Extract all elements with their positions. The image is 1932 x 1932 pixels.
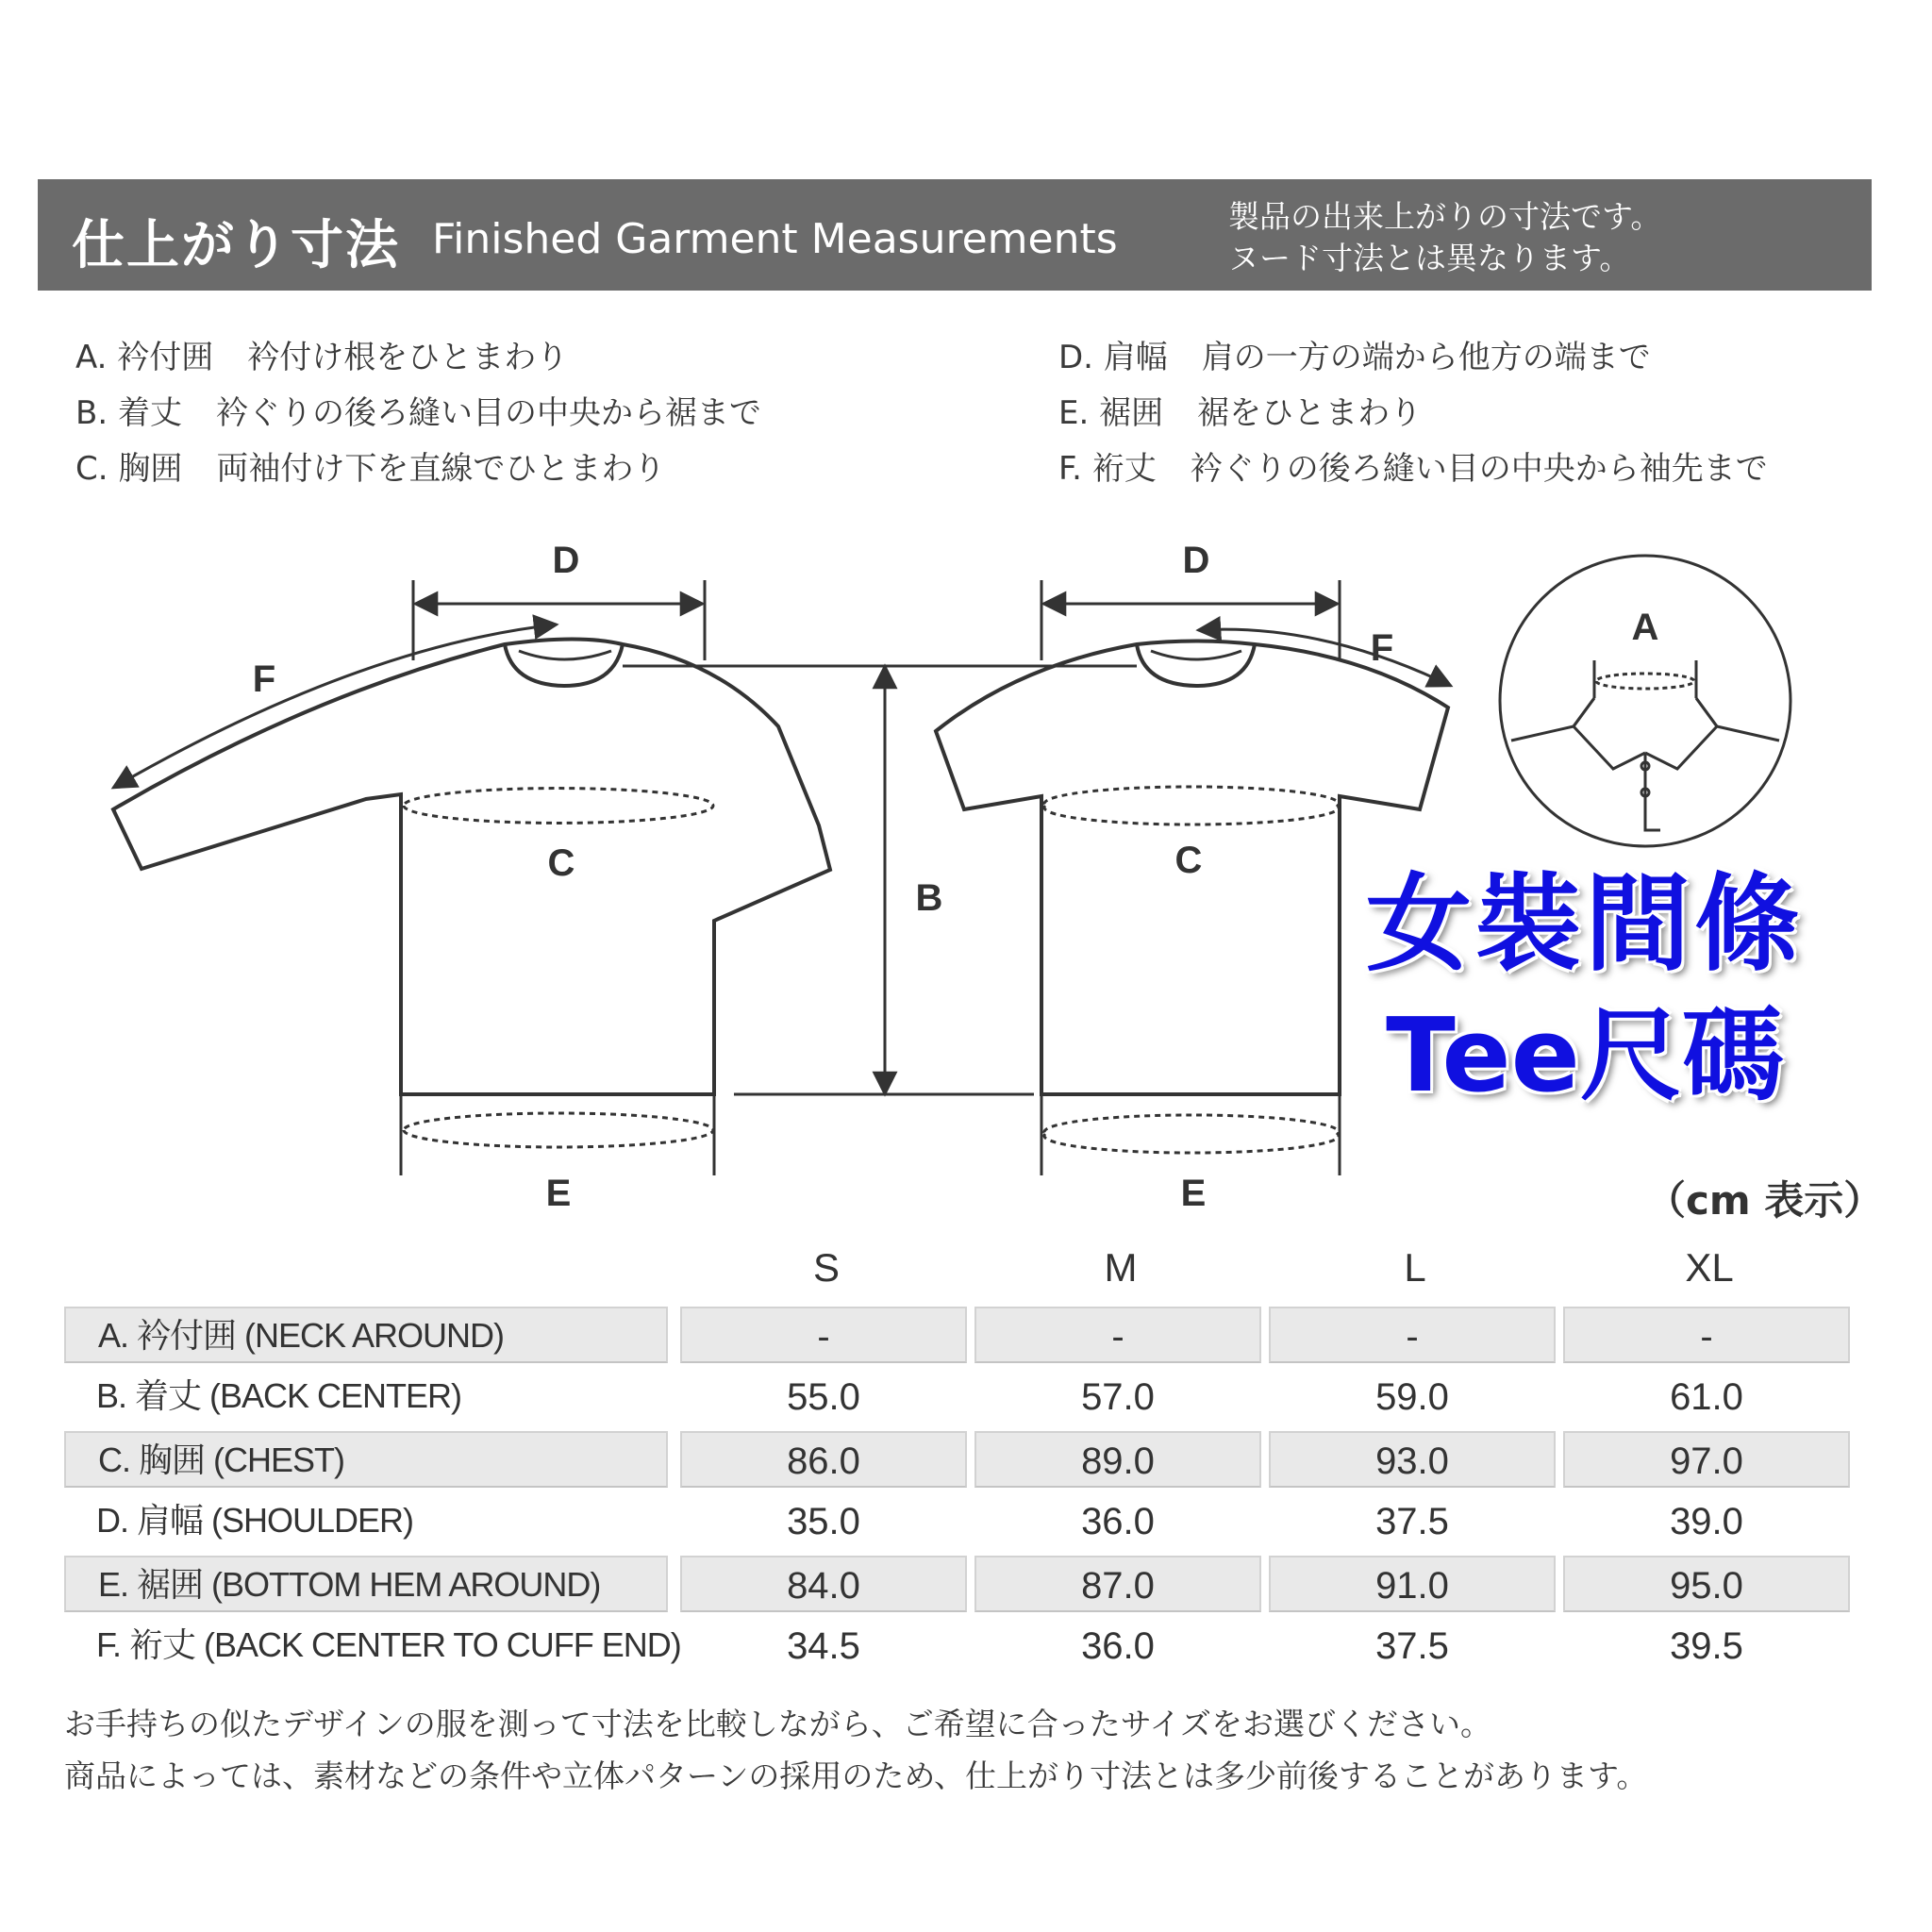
unit-label: （cm 表示） xyxy=(1646,1177,1884,1224)
table-row-sleeve xyxy=(64,1618,1857,1674)
row-label: D. 肩幅 (SHOULDER) xyxy=(96,1501,414,1540)
definition-key: C. 胸囲 xyxy=(75,450,183,488)
footer-line2: 商品によっては、素材などの条件や立体パターンの採用のため、仕上がり寸法とは多少前後することがあります。 xyxy=(64,1757,1648,1794)
size-chart-overlay xyxy=(1321,858,1849,1123)
header-note-line2: ヌード寸法とは異なります。 xyxy=(1228,240,1631,276)
definition-key: D. 肩幅 xyxy=(1058,339,1168,376)
cell-xl: 97.0 xyxy=(1563,1431,1850,1488)
row-label: F. 裄丈 (BACK CENTER TO CUFF END) xyxy=(96,1625,681,1664)
title-en: Finished Garment Measurements xyxy=(432,215,1118,263)
cell-xl: 39.0 xyxy=(1670,1501,1743,1542)
neck-around-ellipse xyxy=(1596,674,1694,689)
cell-xl: 39.5 xyxy=(1670,1625,1743,1667)
cell-xl: 61.0 xyxy=(1670,1376,1743,1418)
long-chest-ellipse xyxy=(404,789,713,824)
cell-s: 84.0 xyxy=(680,1556,967,1612)
cell-s: - xyxy=(680,1307,967,1363)
definition-key: F. 裄丈 xyxy=(1058,450,1157,488)
table-row-chest xyxy=(64,1431,1857,1488)
table-row-neck xyxy=(64,1307,1857,1363)
definition-key: A. 衿付囲 xyxy=(75,339,214,376)
long-neckline xyxy=(505,644,623,686)
short-neckline xyxy=(1137,644,1255,686)
overlay-line2: Tee尺碼 xyxy=(1386,997,1784,1115)
footer-note xyxy=(64,1698,1647,1802)
definition-key: B. 着丈 xyxy=(75,394,182,432)
cell-l: 59.0 xyxy=(1375,1376,1449,1418)
definition-desc: 裾をひとまわり xyxy=(1197,394,1423,432)
cell-s: 55.0 xyxy=(787,1376,860,1418)
cell-m: 89.0 xyxy=(974,1431,1261,1488)
row-label: A. 衿付囲 (NECK AROUND) xyxy=(64,1307,668,1363)
size-header-xl: XL xyxy=(1685,1245,1734,1290)
label-a: A xyxy=(1631,607,1659,648)
definition-desc: 両袖付け下を直線でひとまわり xyxy=(216,450,666,488)
table-header xyxy=(64,1245,1857,1302)
long-neck-rib xyxy=(519,651,611,659)
cell-m: 36.0 xyxy=(1081,1501,1155,1542)
size-header-s: S xyxy=(812,1245,840,1290)
length-indicator xyxy=(623,666,1137,1094)
definition-desc: 衿ぐりの後ろ縫い目の中央から袖先まで xyxy=(1190,450,1768,488)
title-ja: 仕上がり寸法 xyxy=(72,215,400,276)
table-row-hem xyxy=(64,1556,1857,1612)
cell-m: 36.0 xyxy=(1081,1625,1155,1667)
size-header-l: L xyxy=(1404,1245,1426,1290)
collar-left-flap xyxy=(1574,698,1645,769)
cell-l: 91.0 xyxy=(1269,1556,1556,1612)
cell-l: 37.5 xyxy=(1375,1501,1449,1542)
label-e-right: E xyxy=(1180,1173,1207,1214)
cell-xl: 95.0 xyxy=(1563,1556,1850,1612)
row-label: B. 着丈 (BACK CENTER) xyxy=(96,1376,462,1415)
long-sleeve-shirt xyxy=(113,580,830,1175)
cell-s: 86.0 xyxy=(680,1431,967,1488)
definition-key: E. 裾囲 xyxy=(1058,394,1164,432)
collar-right-flap xyxy=(1645,698,1717,769)
label-c-right: C xyxy=(1174,840,1203,881)
cell-m: - xyxy=(974,1307,1261,1363)
short-hem-ellipse xyxy=(1044,1115,1339,1153)
label-b: B xyxy=(915,877,943,919)
cell-m: 87.0 xyxy=(974,1556,1261,1612)
short-neck-rib xyxy=(1151,651,1241,659)
cell-m: 57.0 xyxy=(1081,1376,1155,1418)
table-row-back-center xyxy=(64,1369,1857,1425)
label-f-right: F xyxy=(1370,627,1394,669)
definition-desc: 肩の一方の端から他方の端まで xyxy=(1201,339,1651,376)
label-c-left: C xyxy=(547,842,575,884)
collar-detail xyxy=(1500,556,1790,846)
row-label: C. 胸囲 (CHEST) xyxy=(64,1431,668,1488)
definition-desc: 衿付け根をひとまわり xyxy=(247,339,569,376)
label-f-left: F xyxy=(252,658,276,700)
label-e-left: E xyxy=(545,1173,572,1214)
overlay-line1: 女裝間條 xyxy=(1366,863,1804,986)
label-d-right: D xyxy=(1182,540,1210,581)
cell-l: 93.0 xyxy=(1269,1431,1556,1488)
short-chest-ellipse xyxy=(1044,787,1339,824)
cell-l: 37.5 xyxy=(1375,1625,1449,1667)
table-row-shoulder xyxy=(64,1493,1857,1550)
definition-desc: 衿ぐりの後ろ縫い目の中央から裾まで xyxy=(215,394,761,432)
cell-l: - xyxy=(1269,1307,1556,1363)
cell-s: 34.5 xyxy=(787,1625,860,1667)
header-note-line1: 製品の出来上がりの寸法です。 xyxy=(1228,198,1662,235)
cell-s: 35.0 xyxy=(787,1501,860,1542)
row-label: E. 裾囲 (BOTTOM HEM AROUND) xyxy=(64,1556,668,1612)
cell-xl: - xyxy=(1563,1307,1850,1363)
size-header-m: M xyxy=(1104,1245,1138,1290)
long-hem-ellipse xyxy=(404,1113,713,1147)
footer-line1: お手持ちの似たデザインの服を測って寸法を比較しながら、ご希望に合ったサイズをお選びください。 xyxy=(64,1706,1492,1742)
label-d-left: D xyxy=(552,540,580,581)
long-sleeve-outline xyxy=(113,640,830,1095)
